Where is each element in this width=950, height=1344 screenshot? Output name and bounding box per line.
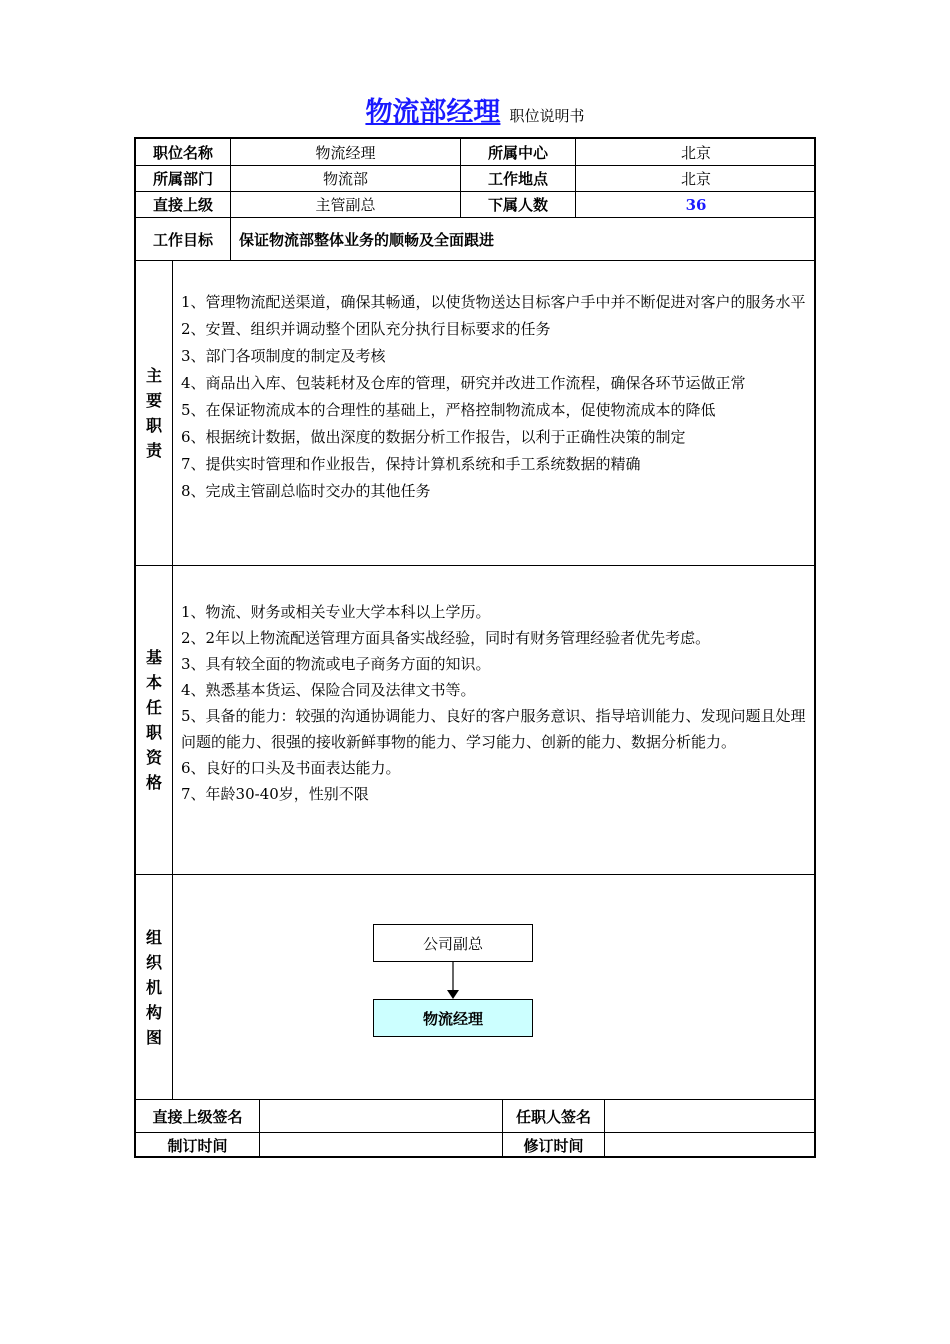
qualifications-content bbox=[173, 566, 816, 875]
duty-item: 4、商品出入库、包装耗材及仓库的管理，研究并改进工作流程，确保各环节运做正常 bbox=[181, 374, 746, 392]
title-sub: 职位说明书 bbox=[509, 107, 585, 125]
duties-label-char: 主 bbox=[145, 366, 162, 385]
job-description-table bbox=[134, 137, 816, 1158]
duty-item: 8、完成主管副总临时交办的其他任务 bbox=[181, 482, 431, 500]
qualifications-label-char: 职 bbox=[145, 723, 162, 742]
qualification-item: 5、具备的能力：较强的沟通协调能力、良好的客户服务意识、指导培训能力、发现问题且处理问题的能力、很强的接收新鲜事物的能力、学习能力、创新的能力、数据分析能力。 bbox=[181, 707, 806, 751]
subordinates-value: 36 bbox=[576, 192, 816, 218]
org-label-char: 图 bbox=[145, 1027, 162, 1047]
org-arrow-head bbox=[447, 990, 459, 999]
duties-label-char: 职 bbox=[145, 416, 162, 435]
org-label bbox=[136, 875, 173, 1100]
duty-item: 3、部门各项制度的制定及考核 bbox=[181, 347, 386, 365]
duty-item: 1、管理物流配送渠道，确保其畅通，以使货物送达目标客户手中并不断促进对客户的服务水平 bbox=[181, 293, 806, 311]
org-chart-area bbox=[173, 875, 816, 1100]
duty-item: 5、在保证物流成本的合理性的基础上，严格控制物流成本，促使物流成本的降低 bbox=[181, 401, 716, 419]
qualifications-label-char: 格 bbox=[145, 773, 162, 792]
employee-sign-label: 任职人签名 bbox=[503, 1100, 605, 1133]
qualification-item: 2、2年以上物流配送管理方面具备实战经验，同时有财务管理经验者优先考虑。 bbox=[181, 629, 711, 647]
qualification-item: 3、具有较全面的物流或电子商务方面的知识。 bbox=[181, 655, 491, 673]
goal-value: 保证物流部整体业务的顺畅及全面跟进 bbox=[231, 218, 816, 261]
qualifications-label-char: 资 bbox=[145, 748, 162, 767]
org-label-char: 构 bbox=[145, 1002, 162, 1022]
subordinates-label: 下属人数 bbox=[461, 192, 576, 218]
center-value: 北京 bbox=[576, 139, 816, 166]
document-title bbox=[0, 90, 950, 129]
position-value: 物流经理 bbox=[231, 139, 461, 166]
employee-sign-field[interactable] bbox=[605, 1100, 816, 1133]
org-box-logistics-manager: 物流经理 bbox=[373, 999, 533, 1037]
location-label: 工作地点 bbox=[461, 166, 576, 192]
duties-list bbox=[181, 289, 806, 505]
qualifications-label bbox=[136, 566, 173, 875]
qualifications-label-char: 基 bbox=[145, 648, 162, 667]
duties-content bbox=[173, 261, 816, 566]
qualification-item: 6、良好的口头及书面表达能力。 bbox=[181, 759, 401, 777]
org-box-vice-president: 公司副总 bbox=[373, 924, 533, 962]
dept-label: 所属部门 bbox=[136, 166, 231, 192]
dept-value: 物流部 bbox=[231, 166, 461, 192]
revised-time-label: 修订时间 bbox=[503, 1133, 605, 1158]
center-label: 所属中心 bbox=[461, 139, 576, 166]
qualification-item: 4、熟悉基本货运、保险合同及法律文书等。 bbox=[181, 681, 476, 699]
made-time-field[interactable] bbox=[260, 1133, 503, 1158]
org-label-char: 组 bbox=[145, 927, 162, 947]
goal-label: 工作目标 bbox=[136, 218, 231, 261]
org-arrow bbox=[441, 962, 465, 1000]
superior-sign-field[interactable] bbox=[260, 1100, 503, 1133]
revised-time-field[interactable] bbox=[605, 1133, 816, 1158]
duty-item: 7、提供实时管理和作业报告，保持计算机系统和手工系统数据的精确 bbox=[181, 455, 641, 473]
superior-sign-label: 直接上级签名 bbox=[136, 1100, 260, 1133]
org-label-char: 织 bbox=[145, 952, 162, 972]
duties-label-char: 要 bbox=[145, 391, 162, 410]
qualifications-label-char: 任 bbox=[145, 698, 162, 717]
title-main[interactable]: 物流部经理 bbox=[365, 97, 501, 128]
qualification-item: 1、物流、财务或相关专业大学本科以上学历。 bbox=[181, 603, 491, 621]
superior-label: 直接上级 bbox=[136, 192, 231, 218]
location-value: 北京 bbox=[576, 166, 816, 192]
duties-label-char: 责 bbox=[145, 441, 162, 460]
duties-label bbox=[136, 261, 173, 566]
made-time-label: 制订时间 bbox=[136, 1133, 260, 1158]
superior-value: 主管副总 bbox=[231, 192, 461, 218]
duty-item: 2、安置、组织并调动整个团队充分执行目标要求的任务 bbox=[181, 320, 551, 338]
org-label-char: 机 bbox=[145, 977, 162, 997]
position-label: 职位名称 bbox=[136, 139, 231, 166]
qualifications-list bbox=[181, 599, 808, 807]
duty-item: 6、根据统计数据，做出深度的数据分析工作报告，以利于正确性决策的制定 bbox=[181, 428, 686, 446]
qualification-item: 7、年龄30-40岁，性别不限 bbox=[181, 785, 369, 803]
qualifications-label-char: 本 bbox=[145, 673, 162, 692]
